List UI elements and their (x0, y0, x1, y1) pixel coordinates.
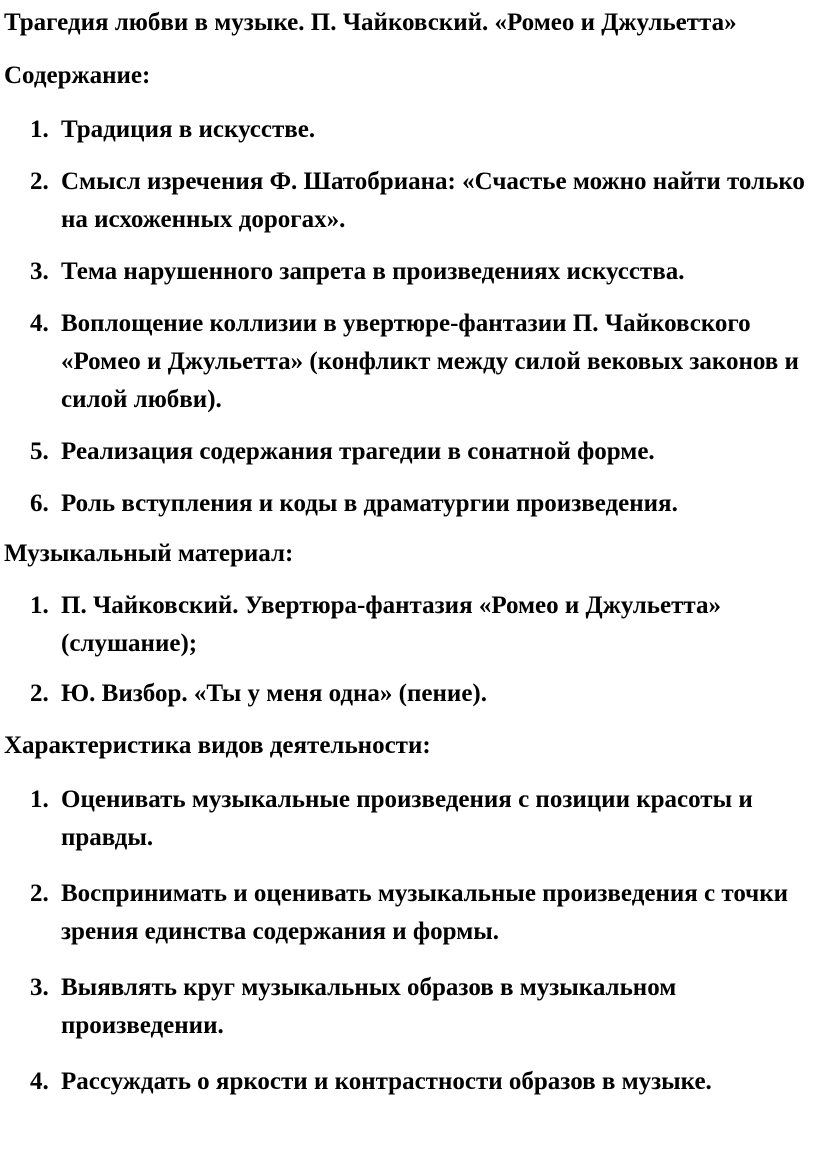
list-item-number: 2. (30, 880, 49, 907)
list-item-number: 1. (30, 116, 49, 143)
list-item (4, 253, 816, 291)
list-item-text: Выявлять круг музыкальных образов в музыкальном произведении. (61, 974, 677, 1039)
list-item (4, 433, 816, 471)
list-item-text: Роль вступления и коды в драматургии произведения. (61, 490, 678, 517)
list-item-number: 2. (30, 680, 49, 707)
content-list (4, 111, 816, 523)
list-item-text: Реализация содержания трагедии в сонатной форме. (61, 438, 655, 465)
music-list (4, 587, 816, 713)
list-item (4, 969, 816, 1045)
list-item-number: 1. (30, 786, 49, 813)
list-item (4, 587, 816, 663)
list-item (4, 781, 816, 857)
list-item-number: 1. (30, 592, 49, 619)
list-item-number: 4. (30, 1068, 49, 1095)
list-item (4, 485, 816, 523)
list-item (4, 305, 816, 419)
section-heading-activities: Характеристика видов деятельности: (4, 732, 431, 759)
list-item-text: Тема нарушенного запрета в произведениях искусства. (61, 258, 685, 285)
list-item (4, 163, 816, 239)
activities-list (4, 781, 816, 1101)
list-item-number: 3. (30, 974, 49, 1001)
list-item-number: 5. (30, 438, 49, 465)
list-item-text: Ю. Визбор. «Ты у меня одна» (пение). (61, 680, 487, 707)
list-item (4, 675, 816, 713)
document-title: Трагедия любви в музыке. П. Чайковский. «Ромео и Джульетта» (4, 9, 737, 36)
list-item-text: Оценивать музыкальные произведения с позиции красоты и правды. (61, 786, 753, 851)
list-item-text: Воплощение коллизии в увертюре-фантазии П. Чайковского «Ромео и Джульетта» (конфликт между силой вековых законов и силой любви). (61, 310, 799, 413)
list-item-text: Рассуждать о яркости и контрастности образов в музыке. (61, 1068, 712, 1095)
list-item (4, 1063, 816, 1101)
list-item-number: 2. (30, 168, 49, 195)
list-item-number: 6. (30, 490, 49, 517)
list-item-text: Смысл изречения Ф. Шатобриана: «Счастье можно найти только на исхоженных дорогах». (61, 168, 805, 233)
list-item (4, 875, 816, 951)
list-item-number: 3. (30, 258, 49, 285)
list-item-text: Традиция в искусстве. (61, 116, 316, 143)
list-item (4, 111, 816, 149)
list-item-text: Воспринимать и оценивать музыкальные произведения с точки зрения единства содержания и формы. (61, 880, 789, 945)
list-item-number: 4. (30, 310, 49, 337)
section-heading-content: Содержание: (4, 62, 151, 89)
list-item-text: П. Чайковский. Увертюра-фантазия «Ромео и Джульетта» (слушание); (61, 592, 721, 657)
section-heading-music: Музыкальный материал: (4, 540, 294, 567)
